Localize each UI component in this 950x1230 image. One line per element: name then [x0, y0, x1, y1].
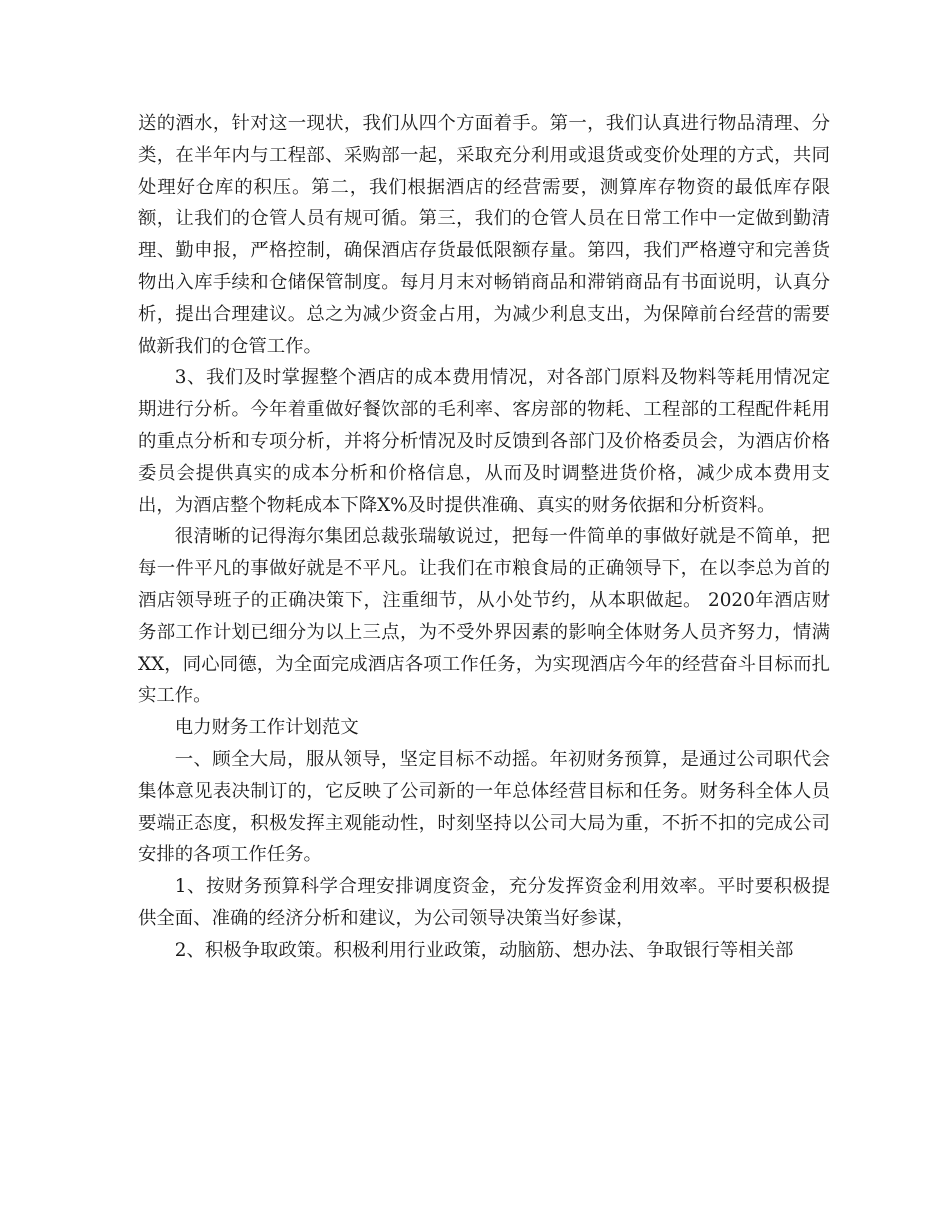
paragraph-overall-situation: 一、顾全大局，服从领导，坚定目标不动摇。年初财务预算，是通过公司职代会集体意见表决制订的，它反映了公司新的一年总体经营目标和任务。财务科全体人员要端正态度，积极发挥主观能动性，时刻坚持以公司大局为重，不折不扣的完成公司安排的各项工作任务。: [138, 748, 830, 866]
paragraph-inventory-measures: 送的酒水，针对这一现状，我们从四个方面着手。第一，我们认真进行物品清理、分类，在半年内与工程部、采购部一起，采取充分利用或退货或变价处理的方式，共同处理好仓库的积压。第二，我们根据酒店的经营需要，测算库存物资的最低库存限额，让我们的仓管人员有规可循。第三，我们的仓管人员在日常工作中一定做到勤清理、勤申报，严格控制，确保酒店存货最低限额存量。第四，我们严格遵守和完善货物出入库手续和仓储保管制度。每月月末对畅销商品和滞销商品有书面说明，认真分析，提出合理建议。总之为减少资金占用，为减少利息支出，为保障前台经营的需要做新我们的仓管工作。: [138, 113, 830, 357]
paragraph-policy: 2、积极争取政策。积极利用行业政策，动脑筋、想办法、争取银行等相关部: [174, 939, 794, 961]
section-heading: 电力财务工作计划范文: [174, 717, 359, 739]
document-page: [138, 108, 830, 967]
paragraph-cost-analysis: 3、我们及时掌握整个酒店的成本费用情况，对各部门原料及物料等耗用情况定期进行分析。今年着重做好餐饮部的毛利率、客房部的物耗、工程部的工程配件耗用的重点分析和专项分析，并将分析情况及时反馈到各部门及价格委员会，为酒店价格委员会提供真实的成本分析和价格信息，从而及时调整进货价格，减少成本费用支出，为酒店整个物耗成本下降X%及时提供准确、真实的财务依据和分析资料。: [138, 367, 830, 516]
paragraph-fund-scheduling: 1、按财务预算科学合理安排调度资金，充分发挥资金利用效率。平时要积极提供全面、准确的经济分析和建议，为公司领导决策当好参谋，: [138, 876, 830, 929]
paragraph-conclusion: 很清晰的记得海尔集团总裁张瑞敏说过，把每一件简单的事做好就是不简单，把每一件平凡的事做好就是不平凡。让我们在市粮食局的正确领导下，在以李总为首的酒店领导班子的正确决策下，注重细节，从小处节约，从本职做起。 2020年酒店财务部工作计划已细分为以上三点，为不受外界因素的影响全体财务人员齐努力，情满XX，同心同德，为全面完成酒店各项工作任务，为实现酒店今年的经营奋斗目标而扎实工作。: [138, 526, 830, 707]
